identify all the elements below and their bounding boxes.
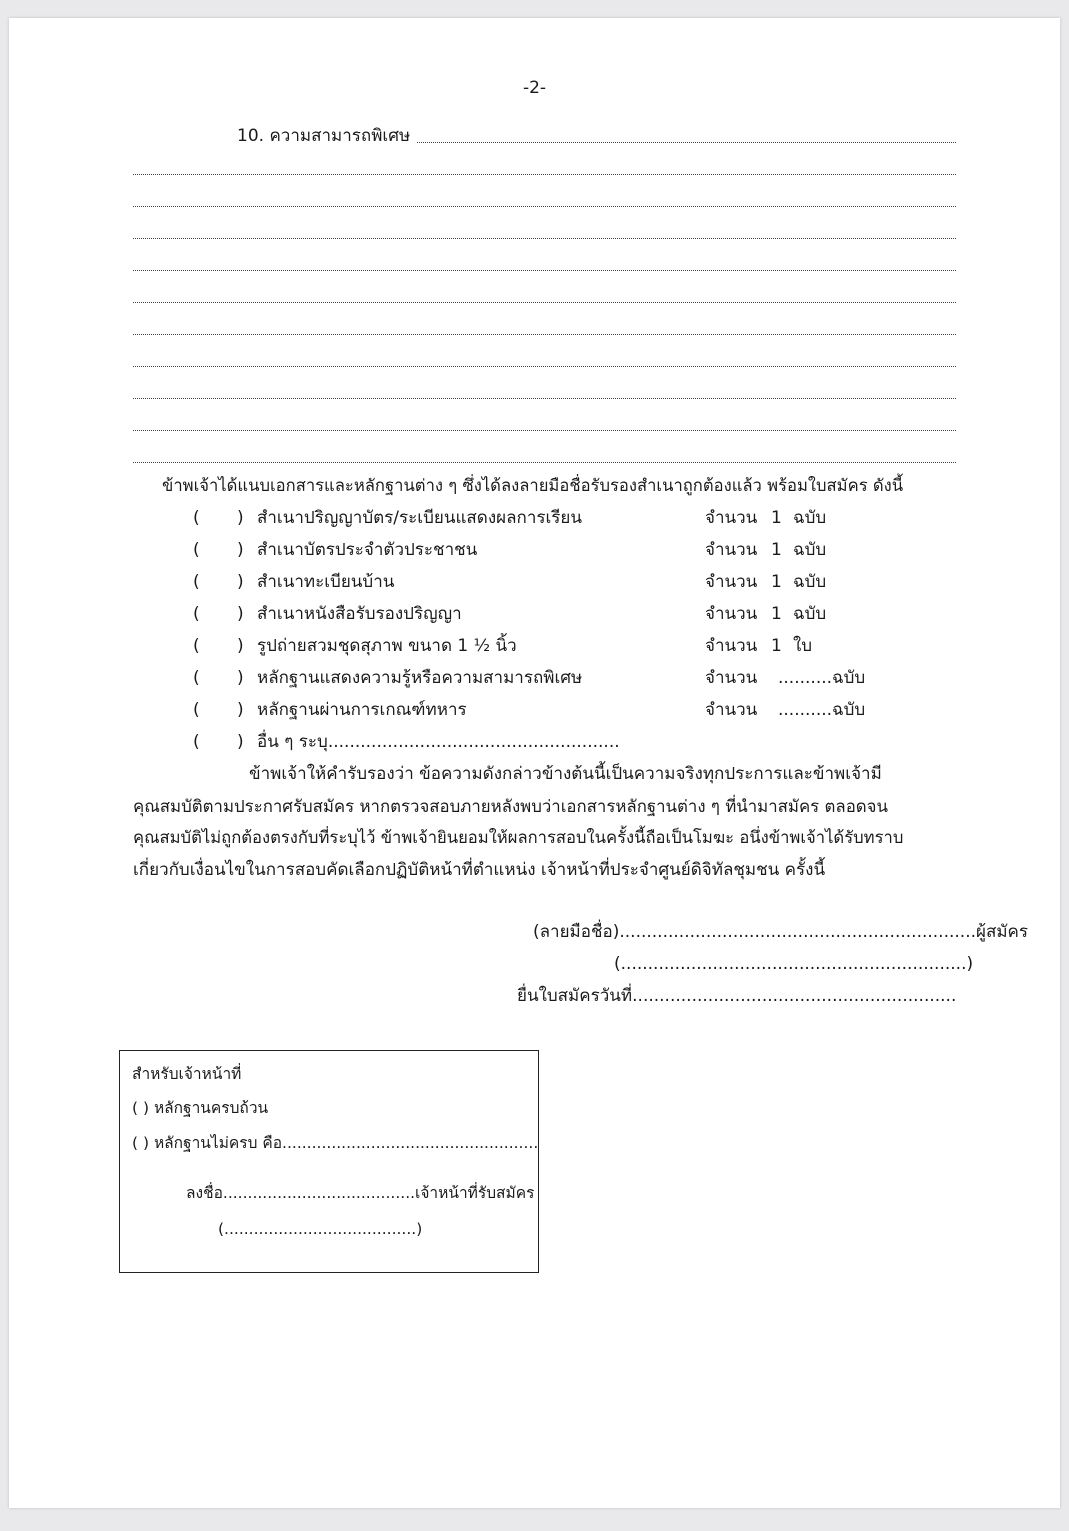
section-10-label: 10. ความสามารถพิเศษ	[237, 126, 411, 146]
quantity-label: จำนวน	[705, 572, 758, 592]
document-label: สำเนาปริญญาบัตร/ระเบียนแสดงผลการเรียน	[257, 508, 583, 528]
quantity-label: จำนวน	[705, 604, 758, 624]
document-item: ( ) รูปถ่ายสวมชุดสุภาพ ขนาด 1 ½ นิ้ว จำนวน 1 ใบ	[193, 632, 893, 660]
applicant-name-line: (................................................................)	[614, 954, 974, 974]
document-page	[9, 18, 1060, 1508]
quantity-label: จำนวน	[705, 700, 758, 720]
document-item: ( ) สำเนาทะเบียนบ้าน จำนวน 1 ฉบับ	[193, 568, 893, 596]
officer-section-box	[119, 1050, 539, 1273]
quantity-label: จำนวน	[705, 540, 758, 560]
document-item: ( ) อื่น ๆ ระบุ......................................................	[193, 728, 893, 756]
document-label: รูปถ่ายสวมชุดสุภาพ ขนาด 1 ½ นิ้ว	[257, 636, 517, 656]
quantity-value: 1	[771, 540, 782, 560]
quantity-unit: ฉบับ	[793, 572, 827, 592]
officer-name-line: (.......................................)	[218, 1220, 423, 1238]
quantity-blank: ..........ฉบับ	[778, 668, 866, 688]
dotted-line	[133, 270, 956, 271]
document-item: ( ) สำเนาบัตรประจำตัวประชาชน จำนวน 1 ฉบับ	[193, 536, 893, 564]
dotted-line	[133, 334, 956, 335]
certification-line: คุณสมบัติไม่ถูกต้องตรงกับที่ระบุไว้ ข้าพเจ้ายินยอมให้ผลการสอบในครั้งนี้ถือเป็นโมฆะ อนึ่งข้าพเจ้าได้รับทราบ	[133, 828, 904, 847]
quantity-value: 1	[771, 508, 782, 528]
quantity-value: 1	[771, 636, 782, 656]
applicant-signature-line: (ลายมือชื่อ)..................................................................ผู้สมัคร	[533, 922, 1029, 942]
dotted-line	[133, 206, 956, 207]
quantity-unit: ฉบับ	[793, 508, 827, 528]
quantity-label: จำนวน	[705, 636, 758, 656]
dotted-line	[133, 174, 956, 175]
quantity-unit: ฉบับ	[793, 604, 827, 624]
certification-line: ข้าพเจ้าให้คำรับรองว่า ข้อความดังกล่าวข้างต้นนี้เป็นความจริงทุกประการและข้าพเจ้ามี	[249, 764, 882, 784]
dotted-line	[133, 366, 956, 367]
attachments-intro: ข้าพเจ้าได้แนบเอกสารและหลักฐานต่าง ๆ ซึ่งได้ลงลายมือชื่อรับรองสำเนาถูกต้องแล้ว พร้อมใบสมัคร ดังนี้	[162, 476, 904, 495]
dotted-line	[133, 302, 956, 303]
dotted-line	[133, 398, 956, 399]
document-label: สำเนาหนังสือรับรองปริญญา	[257, 604, 462, 624]
documents-complete-checkbox: ( ) หลักฐานครบถ้วน	[132, 1099, 269, 1117]
dotted-line	[133, 238, 956, 239]
quantity-unit: ฉบับ	[793, 540, 827, 560]
document-item: ( ) หลักฐานแสดงความรู้หรือความสามารถพิเศษ จำนวน ..........ฉบับ	[193, 664, 893, 692]
document-item: ( ) สำเนาหนังสือรับรองปริญญา จำนวน 1 ฉบับ	[193, 600, 893, 628]
document-label: อื่น ๆ ระบุ......................................................	[257, 732, 620, 752]
officer-section-title: สำหรับเจ้าหน้าที่	[132, 1065, 242, 1083]
page-number: -2-	[522, 78, 547, 98]
application-date-line: ยื่นใบสมัครวันที่............................................................	[517, 986, 957, 1006]
quantity-value: 1	[771, 572, 782, 592]
document-label: สำเนาทะเบียนบ้าน	[257, 572, 395, 592]
document-item: ( ) หลักฐานผ่านการเกณฑ์ทหาร จำนวน ..........ฉบับ	[193, 696, 893, 724]
quantity-value: 1	[771, 604, 782, 624]
document-label: สำเนาบัตรประจำตัวประชาชน	[257, 540, 478, 560]
officer-signature-line: ลงชื่อ.......................................เจ้าหน้าที่รับสมัคร	[186, 1184, 535, 1202]
quantity-unit: ใบ	[793, 636, 813, 656]
documents-incomplete-checkbox: ( ) หลักฐานไม่ครบ คือ....................................................	[132, 1134, 539, 1152]
certification-line: เกี่ยวกับเงื่อนไขในการสอบคัดเลือกปฏิบัติหน้าที่ตำแหน่ง เจ้าหน้าที่ประจำศูนย์ดิจิทัลชุมชน ครั้งนี้	[133, 860, 826, 880]
dotted-line	[133, 430, 956, 431]
document-label: หลักฐานแสดงความรู้หรือความสามารถพิเศษ	[257, 668, 583, 688]
quantity-label: จำนวน	[705, 668, 758, 688]
quantity-label: จำนวน	[705, 508, 758, 528]
document-item: ( ) สำเนาปริญญาบัตร/ระเบียนแสดงผลการเรียน จำนวน 1 ฉบับ	[193, 504, 893, 532]
section-10-dotted-line	[417, 142, 956, 143]
quantity-blank: ..........ฉบับ	[778, 700, 866, 720]
document-label: หลักฐานผ่านการเกณฑ์ทหาร	[257, 700, 467, 720]
dotted-line	[133, 462, 956, 463]
certification-line: คุณสมบัติตามประกาศรับสมัคร หากตรวจสอบภายหลังพบว่าเอกสารหลักฐานต่าง ๆ ที่นำมาสมัคร ตลอดจน	[133, 796, 888, 816]
